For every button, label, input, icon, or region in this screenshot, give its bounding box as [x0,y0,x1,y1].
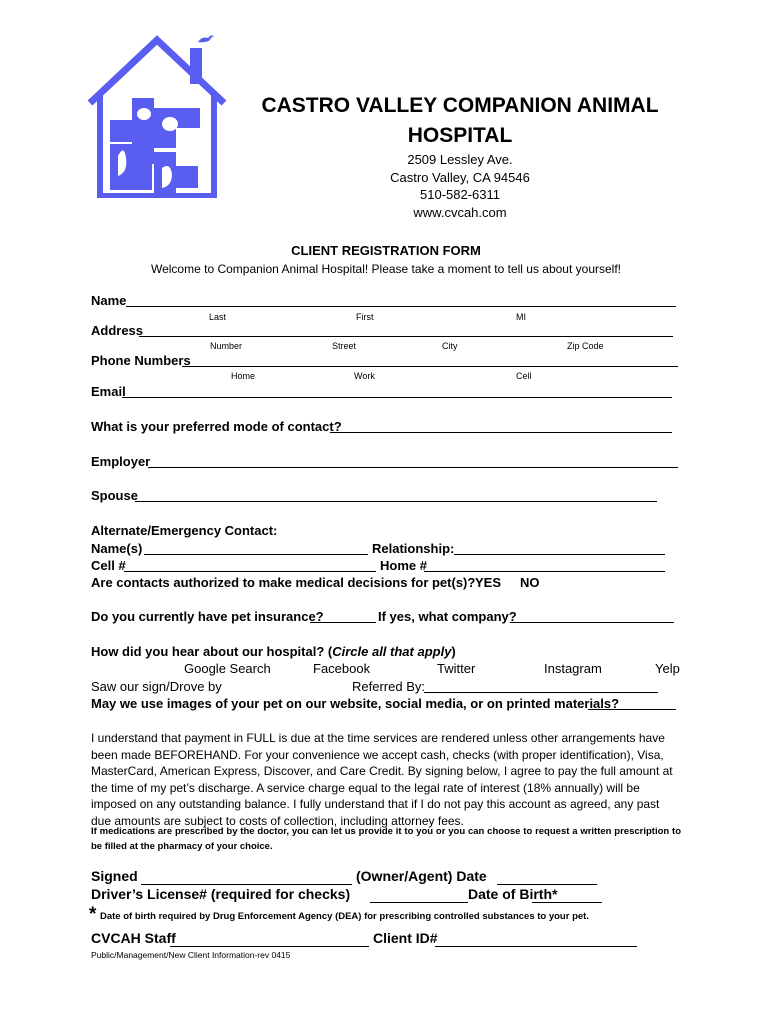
client-id-label: Client ID# [373,930,438,946]
name-label: Name [91,293,127,308]
source-facebook[interactable]: Facebook [313,661,371,676]
relationship-field[interactable] [454,554,665,555]
hospital-phone: 510-582-6311 [420,187,500,202]
staff-label: CVCAH Staff [91,930,176,946]
hospital-logo [82,28,232,198]
address-sub-city: City [442,341,458,351]
insurance-company-label: If yes, what company? [378,609,517,624]
hear-question: How did you hear about our hospital? (Circle all that apply) [91,644,456,659]
contact-mode-field[interactable] [330,432,672,433]
phone-field[interactable] [182,366,678,367]
alt-names-label: Name(s) [91,541,143,556]
hospital-name-line2: HOSPITAL [407,124,513,147]
insurance-company-field[interactable] [510,622,674,623]
relationship-label: Relationship: [372,541,455,556]
hospital-address-line2: Castro Valley, CA 94546 [390,170,530,185]
hospital-website: www.cvcah.com [413,205,507,220]
source-instagram[interactable]: Instagram [544,661,602,676]
authorized-question: Are contacts authorized to make medical decisions for pet(s)? [91,575,476,590]
address-sub-number: Number [210,341,243,351]
source-twitter[interactable]: Twitter [437,661,476,676]
employer-label: Employer [91,454,151,469]
alt-names-field[interactable] [144,554,368,555]
hospital-name-line1: CASTRO VALLEY COMPANION ANIMAL [261,94,659,117]
source-google[interactable]: Google Search [184,661,271,676]
alt-cell-label: Cell # [91,558,126,573]
address-label: Address [91,323,144,338]
owner-date-label: (Owner/Agent) Date [356,868,487,884]
medication-note: If medications are prescribed by the doctor, you can let us provide it to you or you can choose to request a written prescription to be filled at the pharmacy of your choice. [91,826,681,852]
dob-field[interactable] [532,902,602,903]
phone-label: Phone Numbers [91,353,191,368]
insurance-field[interactable] [310,622,376,623]
images-question: May we use images of your pet on our website, social media, or on printed materials? [91,696,620,711]
source-sign[interactable]: Saw our sign/Drove by [91,679,222,694]
dob-note: Date of birth required by Drug Enforcement Agency (DEA) for prescribing controlled substances to your pet. [100,911,589,922]
alt-home-label: Home # [380,558,427,573]
owner-date-field[interactable] [497,884,597,885]
staff-field[interactable] [170,946,369,947]
phone-sub-cell: Cell [516,371,532,381]
address-sub-zip: Zip Code [567,341,604,351]
authorized-yes[interactable]: YES [475,575,502,590]
alt-contact-heading: Alternate/Emergency Contact: [91,523,278,538]
insurance-question: Do you currently have pet insurance? [91,609,324,624]
phone-sub-home: Home [231,371,256,381]
form-title: CLIENT REGISTRATION FORM [291,243,481,258]
client-id-field[interactable] [435,946,637,947]
signature-field[interactable] [141,884,352,885]
spouse-field[interactable] [135,501,657,502]
address-field[interactable] [139,336,673,337]
referred-by-field[interactable] [424,692,658,693]
name-sub-mi: MI [516,312,526,322]
footer-text: Public/Management/New Client Information-rev 0415 [91,950,291,960]
email-label: Email [91,384,126,399]
alt-cell-field[interactable] [124,571,376,572]
contact-mode-label: What is your preferred mode of contact? [91,419,342,434]
drivers-license-field[interactable] [370,902,468,903]
name-sub-first: First [356,312,374,322]
dob-asterisk: * [89,904,97,925]
address-sub-street: Street [332,341,357,351]
alt-home-field[interactable] [424,571,665,572]
drivers-license-label: Driver’s License# (required for checks) [91,886,351,902]
referred-by-label: Referred By: [352,679,425,694]
spouse-label: Spouse [91,488,138,503]
email-field[interactable] [122,397,672,398]
payment-paragraph: I understand that payment in FULL is due at the time services are rendered unless other arrangements have been made BEFOREHAND. For your convenience we accept cash, checks (with proper identification), Visa, MasterCard, American Express, Discover, and Care Credit. By signing below, I agree to pay the full amount at the time of my pet’s discharge. A service charge equal to the legal rate of interest (18% annually) will be imposed on any outstanding balance. I fully understand that if I do not pay this account as agreed, any past due amounts are subject to costs of collection, including attorney fees. [91,731,673,828]
name-sub-last: Last [209,312,227,322]
employer-field[interactable] [148,467,678,468]
name-field[interactable] [126,306,676,307]
phone-sub-work: Work [354,371,375,381]
welcome-text: Welcome to Companion Animal Hospital! Please take a moment to tell us about yourself! [150,262,621,276]
dob-label: Date of Birth* [468,886,558,902]
signed-label: Signed [91,868,138,884]
images-field[interactable] [588,709,676,710]
authorized-no[interactable]: NO [520,575,540,590]
hospital-address-line1: 2509 Lessley Ave. [407,152,513,167]
source-yelp[interactable]: Yelp [655,661,680,676]
